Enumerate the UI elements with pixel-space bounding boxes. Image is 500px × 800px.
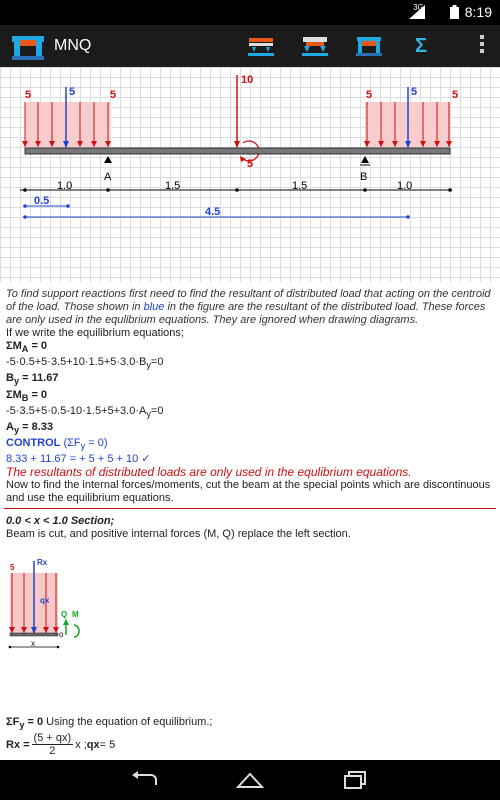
intro-a: To find support reactions first need to find the resultant of distributed load that acting on the centroid of the load. Those shown in (6, 288, 491, 313)
rx-label: Rx = (6, 738, 30, 751)
left-load-left-value: 5 (25, 89, 32, 101)
simple-beam-icon (300, 34, 330, 58)
back-button[interactable] (125, 766, 165, 794)
network-type: 3G (413, 2, 424, 12)
rx-fraction: $\frac{(5 + qx)}{2}$ (33, 732, 72, 757)
beam-app-icon[interactable] (10, 30, 46, 62)
fbd-rx: Rx (37, 558, 48, 567)
fbd-load: 5 (10, 563, 15, 572)
support-b-label: B (360, 171, 368, 183)
frame-beam-icon (354, 34, 384, 58)
sum-fy: $\Sigma F_y = 0$ Using the equation of equilibrium.; (6, 716, 213, 731)
result-ay: $A_y = 8.33$ (6, 420, 53, 436)
recent-apps-icon (340, 770, 370, 790)
rx-equation: Rx = $\frac{(5 + qx)}{2}$ x ; qx = 5 (6, 732, 116, 757)
eq-ma: $-5\cdot 0.5+5\cdot 3.5+10\cdot 1.5+5\cdot 3.0\cdot B_y=0$ (6, 356, 164, 371)
right-load-resultant: 5 (411, 86, 418, 98)
clock: 8:19 (464, 4, 492, 20)
fbd-o: o (59, 630, 64, 639)
resultant-note: The resultants of distributed loads are only used in the equlibrium equations. (6, 465, 412, 480)
section-heading: 0.0 < x < 1.0 Section; (6, 515, 115, 528)
sum-ma: $\Sigma M_A = 0$ (6, 340, 48, 355)
fbd-m: M (72, 610, 79, 619)
status-bar (0, 0, 500, 25)
dim-big: 4.5 (205, 206, 221, 218)
home-button[interactable] (230, 766, 270, 794)
home-icon (235, 771, 265, 789)
left-load-resultant: 5 (69, 86, 76, 98)
control-heading: CONTROL $(\Sigma F_y = 0)$ (6, 437, 108, 452)
back-icon (130, 771, 160, 789)
dim-4: 1.0 (397, 180, 413, 192)
solution-text (0, 288, 500, 541)
action-bar (0, 25, 500, 67)
fbd-q: Q (61, 610, 68, 619)
dim-2: 1.5 (165, 180, 181, 192)
control-equation: 8.33 + 11.67 = + 5 + 5 + 10 ✓ (6, 453, 151, 466)
right-load-right-value: 5 (452, 89, 459, 101)
free-body-diagram (0, 555, 120, 665)
recent-apps-button[interactable] (335, 766, 375, 794)
support-beam-button[interactable] (244, 31, 278, 61)
battery-icon (450, 5, 459, 19)
equilibrium-intro: If we write the equilibrium equations; (6, 327, 184, 339)
sum-mb: $\Sigma M_B = 0$ (6, 388, 48, 403)
simple-beam-button[interactable] (298, 31, 332, 61)
support-a-label: A (104, 171, 112, 183)
result-by: $B_y = 11.67$ (6, 372, 59, 387)
intro-blue: blue (143, 301, 165, 313)
support-b-roller (361, 156, 369, 163)
section-divider (4, 508, 496, 509)
sigma-button[interactable] (404, 31, 438, 61)
overflow-menu-icon[interactable] (480, 35, 484, 56)
intro-b: in the figure are the resultant of the distributed load. These forces are only used in the equlibrium equations. They are ignored when drawing diagrams. (6, 301, 486, 326)
dim-small: 0.5 (34, 195, 50, 207)
frame-beam-button[interactable] (352, 31, 386, 61)
sigma-icon: Σ (414, 34, 427, 57)
dim-3: 1.5 (292, 180, 308, 192)
dim-1: 1.0 (57, 180, 73, 192)
support-a-pin (104, 156, 112, 163)
navigation-bar (0, 760, 500, 800)
point-load-value: 10 (241, 74, 254, 86)
support-beam-icon (246, 34, 276, 58)
beam (25, 148, 450, 154)
fbd-qx: qx (40, 596, 50, 605)
left-load-right-value: 5 (110, 89, 117, 101)
fbd-x: x (31, 639, 35, 648)
section-description: Beam is cut, and positive internal forces (M, Q) replace the left section. (6, 528, 351, 541)
right-load-left-value: 5 (366, 89, 373, 101)
cut-note: Now to find the internal forces/moments, cut the beam at the special points which are discontinuous and use the equilibrium equations. (6, 479, 491, 505)
intro-paragraph (0, 288, 500, 327)
beam-diagram (0, 67, 500, 282)
moment-value: 5 (247, 158, 254, 170)
eq-mb: $-5\cdot 3.5+5\cdot 0.5-10\cdot 1.5+5+3.0\cdot A_y=0$ (6, 404, 164, 419)
app-title: MNQ (54, 37, 92, 54)
